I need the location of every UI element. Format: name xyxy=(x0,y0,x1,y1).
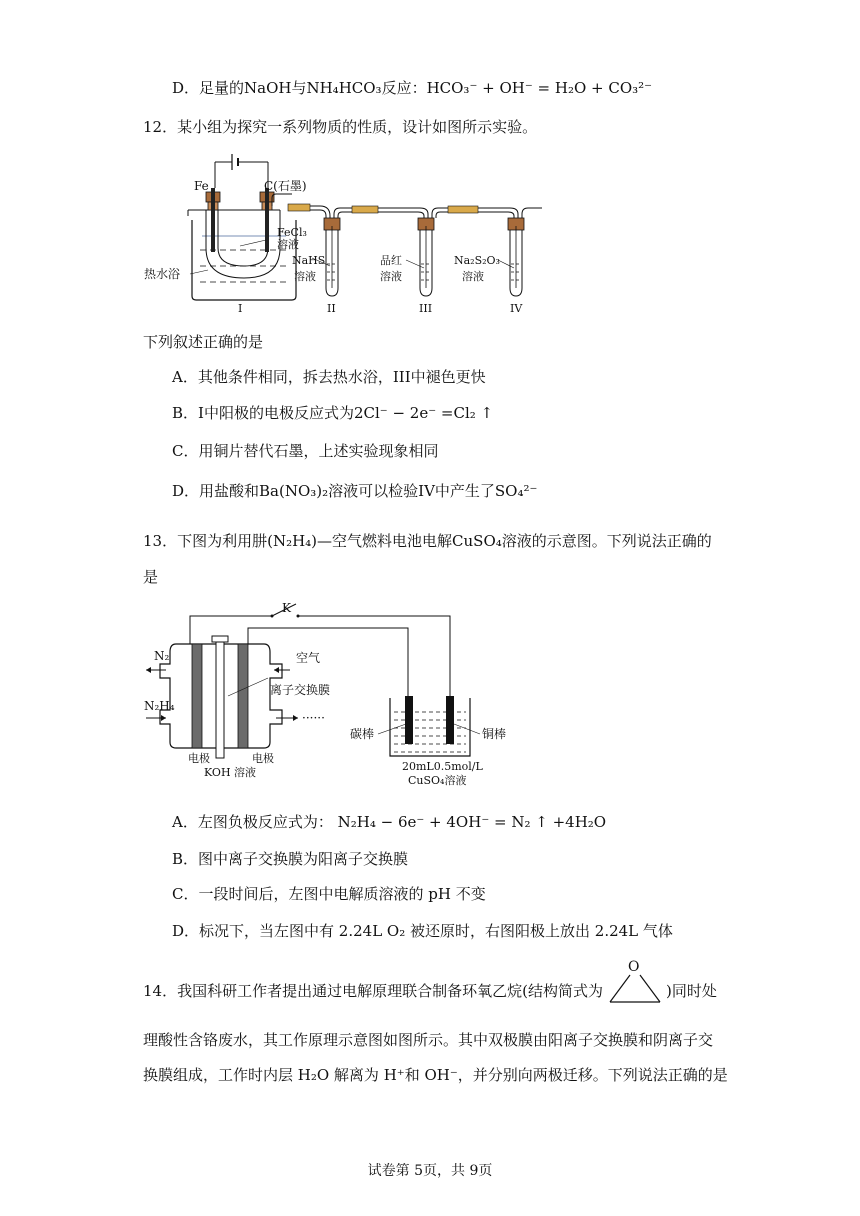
label-iii: III xyxy=(419,302,433,315)
option-text: 其他条件相同，拆去热水浴，III中褪色更快 xyxy=(197,368,486,386)
option-text: 一段时间后，左图中电解质溶液的 pH 不变 xyxy=(198,885,486,903)
label-pinhong-sol: 溶液 xyxy=(380,270,402,283)
label-iv: IV xyxy=(510,302,523,315)
label-fe: Fe xyxy=(194,179,209,193)
electrolysis-cell xyxy=(390,696,470,756)
option-label: D． xyxy=(172,922,200,940)
option-label: B． xyxy=(172,850,199,868)
option-label: A． xyxy=(172,813,198,831)
test-tube-iv xyxy=(508,218,524,296)
q12-option-b xyxy=(172,403,493,423)
label-n2h4: N₂H₄ xyxy=(144,699,175,713)
option-text: 足量的NaOH与NH₄HCO₃反应： xyxy=(199,79,427,97)
option-label: C． xyxy=(172,442,199,460)
option-text: 标况下，当左图中有 2.24L O₂ 被还原时，右图阳极上放出 2.24L 气体 xyxy=(199,922,673,940)
label-ii: II xyxy=(327,302,336,315)
option-label: B． xyxy=(172,404,199,422)
label-air: 空气 xyxy=(296,651,321,665)
epoxide-structure xyxy=(606,956,664,1006)
test-tube-iii xyxy=(418,218,434,296)
option-label: C． xyxy=(172,885,199,903)
q13-figure xyxy=(140,598,560,788)
q12-option-d xyxy=(172,481,537,501)
equation: HCO₃⁻ + OH⁻ = H₂O + CO₃²⁻ xyxy=(426,79,653,97)
q13-stem-line2: 是 xyxy=(143,568,159,586)
page-footer: 试卷第 5页，共 9页 xyxy=(367,1163,493,1179)
q11-option-d xyxy=(172,78,652,98)
option-label: D． xyxy=(172,79,200,97)
label-carbon-rod: 碳棒 xyxy=(350,727,375,741)
q14-line1-a: 14．我国科研工作者提出通过电解原理联合制备环氧乙烷(结构简式为 xyxy=(143,982,603,1000)
q13-option-c xyxy=(172,884,486,904)
q13-stem-line1: 13．下图为利用肼(N₂H₄)—空气燃料电池电解CuSO₄溶液的示意图。下列说法正确的 xyxy=(143,532,712,550)
label-n2: N₂ xyxy=(154,649,170,663)
label-nahs-sol: 溶液 xyxy=(294,270,316,283)
label-pinhong: 品红 xyxy=(380,254,402,267)
q12-stem: 12．某小组为探究一系列物质的性质，设计如图所示实验。 xyxy=(143,118,538,136)
q12-option-a xyxy=(172,367,486,387)
q14-line3: 换膜组成，工作时内层 H₂O 解离为 H⁺和 OH⁻，并分别向两极迁移。下列说法正确的是 xyxy=(143,1066,728,1084)
q12-question: 下列叙述正确的是 xyxy=(143,333,264,351)
label-fecl3-sol: 溶液 xyxy=(277,238,299,251)
label-graphite: C(石墨) xyxy=(264,179,307,193)
label-electrode-right: 电极 xyxy=(252,752,274,765)
q13-option-a xyxy=(172,812,606,832)
label-i: I xyxy=(238,302,243,315)
option-text: 用盐酸和Ba(NO₃)₂溶液可以检验IV中产生了SO₄²⁻ xyxy=(199,482,538,500)
label-membrane: 离子交换膜 xyxy=(270,683,331,697)
epoxide-oxygen: O xyxy=(628,959,640,975)
label-switch-k: K xyxy=(282,601,291,615)
label-water-bath: 热水浴 xyxy=(144,267,181,281)
label-nahs: NaHS xyxy=(292,254,326,267)
option-text: I中阳极的电极反应式为2Cl⁻ − 2e⁻ =Cl₂ ↑ xyxy=(198,404,494,422)
option-text: 图中离子交换膜为阳离子交换膜 xyxy=(198,850,409,868)
q14-line2: 理酸性含铬废水，其工作原理示意图如图所示。其中双极膜由阳离子交换膜和阴离子交 xyxy=(143,1031,714,1049)
label-electrode-left: 电极 xyxy=(188,752,210,765)
q13-option-b xyxy=(172,849,408,869)
label-cuso4: CuSO₄溶液 xyxy=(408,774,467,787)
battery-icon xyxy=(215,154,268,188)
option-label: A． xyxy=(172,368,198,386)
label-concentration: 20mL0.5mol/L xyxy=(402,760,483,773)
label-copper-rod: 铜棒 xyxy=(482,727,507,741)
label-koh: KOH 溶液 xyxy=(204,766,257,779)
fuel-cell xyxy=(160,636,282,758)
q12-figure xyxy=(144,148,550,315)
option-text: 用铜片替代石墨，上述实验现象相同 xyxy=(198,442,439,460)
label-na2s2o3-sol: 溶液 xyxy=(462,270,484,283)
label-na2s2o3: Na₂S₂O₃ xyxy=(454,254,500,267)
q13-option-d xyxy=(172,921,673,941)
option-text: 左图负极反应式为： N₂H₄ − 6e⁻ + 4OH⁻ = N₂ ↑ +4H₂O xyxy=(197,813,607,831)
label-dots: ······ xyxy=(302,711,325,725)
q14-line1-b: )同时处 xyxy=(666,982,717,1000)
q12-option-c xyxy=(172,441,439,461)
connecting-tubes xyxy=(288,204,542,218)
option-label: D． xyxy=(172,482,200,500)
test-tube-ii xyxy=(324,218,340,296)
label-fecl3: FeCl₃ xyxy=(277,226,307,239)
